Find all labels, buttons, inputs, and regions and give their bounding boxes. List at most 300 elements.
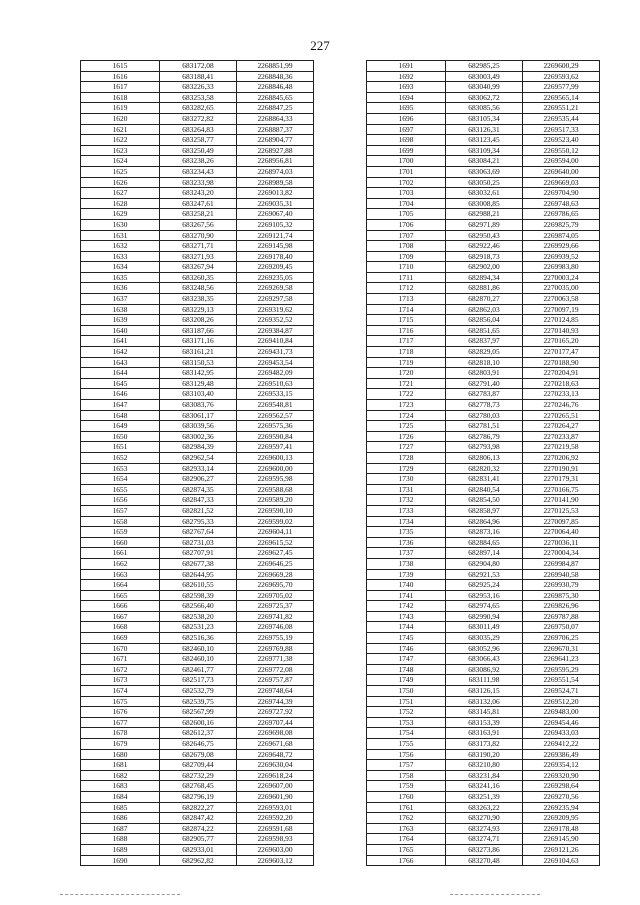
y-coordinate-cell: 2269748,63 bbox=[523, 198, 600, 209]
y-coordinate-cell: 2268864,33 bbox=[237, 113, 314, 124]
table-row bbox=[81, 707, 314, 718]
x-coordinate-cell: 683126,15 bbox=[446, 686, 523, 697]
table-row bbox=[367, 580, 600, 591]
x-coordinate-cell: 682791,40 bbox=[446, 378, 523, 389]
y-coordinate-cell: 2269235,05 bbox=[237, 272, 314, 283]
point-number-cell: 1755 bbox=[367, 739, 446, 750]
table-row bbox=[367, 548, 600, 559]
x-coordinate-cell: 683234,43 bbox=[160, 166, 237, 177]
point-number-cell: 1727 bbox=[367, 442, 446, 453]
x-coordinate-cell: 683052,96 bbox=[446, 643, 523, 654]
table-row bbox=[367, 654, 600, 665]
x-coordinate-cell: 682971,89 bbox=[446, 219, 523, 230]
point-number-cell: 1698 bbox=[367, 135, 446, 146]
point-number-cell: 1635 bbox=[81, 272, 160, 283]
x-coordinate-cell: 682803,91 bbox=[446, 368, 523, 379]
y-coordinate-cell: 2269929,66 bbox=[523, 241, 600, 252]
table-row bbox=[367, 813, 600, 824]
x-coordinate-cell: 683032,61 bbox=[446, 188, 523, 199]
x-coordinate-cell: 683171,16 bbox=[160, 336, 237, 347]
x-coordinate-cell: 683066,43 bbox=[446, 654, 523, 665]
point-number-cell: 1667 bbox=[81, 611, 160, 622]
x-coordinate-cell: 683039,56 bbox=[160, 421, 237, 432]
table-row bbox=[367, 855, 600, 866]
x-coordinate-cell: 683260,35 bbox=[160, 272, 237, 283]
x-coordinate-cell: 683011,49 bbox=[446, 622, 523, 633]
table-row bbox=[81, 802, 314, 813]
y-coordinate-cell: 2269598,93 bbox=[237, 834, 314, 845]
y-coordinate-cell: 2269707,44 bbox=[237, 717, 314, 728]
y-coordinate-cell: 2269410,84 bbox=[237, 336, 314, 347]
table-row bbox=[81, 389, 314, 400]
table-row bbox=[81, 251, 314, 262]
y-coordinate-cell: 2268989,58 bbox=[237, 177, 314, 188]
table-row bbox=[81, 474, 314, 485]
y-coordinate-cell: 2269589,20 bbox=[237, 495, 314, 506]
y-coordinate-cell: 2269648,72 bbox=[237, 749, 314, 760]
point-number-cell: 1762 bbox=[367, 813, 446, 824]
table-row bbox=[367, 537, 600, 548]
point-number-cell: 1704 bbox=[367, 198, 446, 209]
y-coordinate-cell: 2269771,38 bbox=[237, 654, 314, 665]
x-coordinate-cell: 682768,45 bbox=[160, 781, 237, 792]
x-coordinate-cell: 682837,97 bbox=[446, 336, 523, 347]
y-coordinate-cell: 2269603,00 bbox=[237, 844, 314, 855]
x-coordinate-cell: 682864,96 bbox=[446, 516, 523, 527]
y-coordinate-cell: 2269744,39 bbox=[237, 696, 314, 707]
table-row bbox=[81, 219, 314, 230]
x-coordinate-cell: 683210,80 bbox=[446, 760, 523, 771]
point-number-cell: 1624 bbox=[81, 156, 160, 167]
x-coordinate-cell: 683173,82 bbox=[446, 739, 523, 750]
table-row bbox=[81, 145, 314, 156]
table-row bbox=[367, 791, 600, 802]
y-coordinate-cell: 2270233,87 bbox=[523, 431, 600, 442]
x-coordinate-cell: 683238,35 bbox=[160, 294, 237, 305]
table-row bbox=[81, 569, 314, 580]
point-number-cell: 1665 bbox=[81, 590, 160, 601]
table-row bbox=[367, 347, 600, 358]
point-number-cell: 1690 bbox=[81, 855, 160, 866]
y-coordinate-cell: 2269590,84 bbox=[237, 431, 314, 442]
point-number-cell: 1705 bbox=[367, 209, 446, 220]
table-row bbox=[81, 241, 314, 252]
y-coordinate-cell: 2270035,00 bbox=[523, 283, 600, 294]
table-row bbox=[367, 739, 600, 750]
x-coordinate-cell: 683129,48 bbox=[160, 378, 237, 389]
x-coordinate-cell: 683111,98 bbox=[446, 675, 523, 686]
x-coordinate-cell: 682516,36 bbox=[160, 633, 237, 644]
table-row bbox=[367, 696, 600, 707]
y-coordinate-cell: 2270233,13 bbox=[523, 389, 600, 400]
table-row bbox=[81, 633, 314, 644]
x-coordinate-cell: 682874,22 bbox=[160, 823, 237, 834]
x-coordinate-cell: 682858,97 bbox=[446, 505, 523, 516]
table-row bbox=[81, 749, 314, 760]
y-coordinate-cell: 2269523,40 bbox=[523, 135, 600, 146]
table-row bbox=[367, 421, 600, 432]
table-row bbox=[367, 601, 600, 612]
y-coordinate-cell: 2269386,49 bbox=[523, 749, 600, 760]
coordinates-table-left bbox=[80, 60, 314, 866]
table-row bbox=[81, 283, 314, 294]
point-number-cell: 1761 bbox=[367, 802, 446, 813]
x-coordinate-cell: 683126,31 bbox=[446, 124, 523, 135]
point-number-cell: 1696 bbox=[367, 113, 446, 124]
y-coordinate-cell: 2270036,11 bbox=[523, 537, 600, 548]
x-coordinate-cell: 682905,77 bbox=[160, 834, 237, 845]
y-coordinate-cell: 2269145,90 bbox=[523, 834, 600, 845]
x-coordinate-cell: 682531,23 bbox=[160, 622, 237, 633]
point-number-cell: 1630 bbox=[81, 219, 160, 230]
y-coordinate-cell: 2270188,90 bbox=[523, 357, 600, 368]
point-number-cell: 1621 bbox=[81, 124, 160, 135]
table-row bbox=[367, 410, 600, 421]
point-number-cell: 1713 bbox=[367, 294, 446, 305]
y-coordinate-cell: 2269145,98 bbox=[237, 241, 314, 252]
y-coordinate-cell: 2268846,48 bbox=[237, 82, 314, 93]
x-coordinate-cell: 682840,54 bbox=[446, 484, 523, 495]
x-coordinate-cell: 683085,56 bbox=[446, 103, 523, 114]
point-number-cell: 1700 bbox=[367, 156, 446, 167]
y-coordinate-cell: 2269671,68 bbox=[237, 739, 314, 750]
footer-rule-left bbox=[60, 894, 180, 895]
y-coordinate-cell: 2269593,01 bbox=[237, 802, 314, 813]
point-number-cell: 1752 bbox=[367, 707, 446, 718]
y-coordinate-cell: 2270165,20 bbox=[523, 336, 600, 347]
x-coordinate-cell: 683208,26 bbox=[160, 315, 237, 326]
y-coordinate-cell: 2270004,34 bbox=[523, 548, 600, 559]
y-coordinate-cell: 2268974,03 bbox=[237, 166, 314, 177]
table-row bbox=[81, 124, 314, 135]
table-row bbox=[367, 82, 600, 93]
point-number-cell: 1741 bbox=[367, 590, 446, 601]
x-coordinate-cell: 682778,73 bbox=[446, 400, 523, 411]
point-number-cell: 1625 bbox=[81, 166, 160, 177]
point-number-cell: 1694 bbox=[367, 92, 446, 103]
y-coordinate-cell: 2270140,93 bbox=[523, 325, 600, 336]
point-number-cell: 1640 bbox=[81, 325, 160, 336]
x-coordinate-cell: 683264,83 bbox=[160, 124, 237, 135]
y-coordinate-cell: 2269875,30 bbox=[523, 590, 600, 601]
point-number-cell: 1748 bbox=[367, 664, 446, 675]
x-coordinate-cell: 682897,14 bbox=[446, 548, 523, 559]
y-coordinate-cell: 2269178,48 bbox=[523, 823, 600, 834]
x-coordinate-cell: 683109,34 bbox=[446, 145, 523, 156]
table-row bbox=[81, 135, 314, 146]
point-number-cell: 1677 bbox=[81, 717, 160, 728]
x-coordinate-cell: 682854,50 bbox=[446, 495, 523, 506]
y-coordinate-cell: 2269551,54 bbox=[523, 675, 600, 686]
point-number-cell: 1734 bbox=[367, 516, 446, 527]
x-coordinate-cell: 682644,95 bbox=[160, 569, 237, 580]
x-coordinate-cell: 682847,42 bbox=[160, 813, 237, 824]
table-row bbox=[81, 92, 314, 103]
table-row bbox=[81, 272, 314, 283]
table-row bbox=[367, 368, 600, 379]
point-number-cell: 1706 bbox=[367, 219, 446, 230]
table-row bbox=[81, 463, 314, 474]
table-row bbox=[367, 484, 600, 495]
x-coordinate-cell: 683086,92 bbox=[446, 664, 523, 675]
table-row bbox=[367, 251, 600, 262]
point-number-cell: 1742 bbox=[367, 601, 446, 612]
x-coordinate-cell: 683263,22 bbox=[446, 802, 523, 813]
table-row bbox=[81, 791, 314, 802]
y-coordinate-cell: 2269599,02 bbox=[237, 516, 314, 527]
x-coordinate-cell: 683270,48 bbox=[446, 855, 523, 866]
y-coordinate-cell: 2269590,10 bbox=[237, 505, 314, 516]
x-coordinate-cell: 683084,21 bbox=[446, 156, 523, 167]
table-row bbox=[367, 664, 600, 675]
point-number-cell: 1638 bbox=[81, 304, 160, 315]
x-coordinate-cell: 683270,90 bbox=[446, 813, 523, 824]
x-coordinate-cell: 682818,10 bbox=[446, 357, 523, 368]
y-coordinate-cell: 2269627,45 bbox=[237, 548, 314, 559]
table-row bbox=[367, 643, 600, 654]
table-row bbox=[367, 431, 600, 442]
y-coordinate-cell: 2269618,24 bbox=[237, 770, 314, 781]
y-coordinate-cell: 2270141,90 bbox=[523, 495, 600, 506]
x-coordinate-cell: 683248,56 bbox=[160, 283, 237, 294]
y-coordinate-cell: 2269727,92 bbox=[237, 707, 314, 718]
coordinates-table-right bbox=[366, 60, 600, 866]
point-number-cell: 1747 bbox=[367, 654, 446, 665]
x-coordinate-cell: 683271,93 bbox=[160, 251, 237, 262]
point-number-cell: 1650 bbox=[81, 431, 160, 442]
x-coordinate-cell: 682925,24 bbox=[446, 580, 523, 591]
y-coordinate-cell: 2269669,28 bbox=[237, 569, 314, 580]
table-row bbox=[81, 834, 314, 845]
x-coordinate-cell: 683271,71 bbox=[160, 241, 237, 252]
y-coordinate-cell: 2269352,52 bbox=[237, 315, 314, 326]
y-coordinate-cell: 2270179,31 bbox=[523, 474, 600, 485]
y-coordinate-cell: 2269548,81 bbox=[237, 400, 314, 411]
y-coordinate-cell: 2269786,65 bbox=[523, 209, 600, 220]
y-coordinate-cell: 2270219,58 bbox=[523, 442, 600, 453]
y-coordinate-cell: 2270063,58 bbox=[523, 294, 600, 305]
table-row bbox=[367, 770, 600, 781]
point-number-cell: 1617 bbox=[81, 82, 160, 93]
y-coordinate-cell: 2268848,36 bbox=[237, 71, 314, 82]
x-coordinate-cell: 683267,56 bbox=[160, 219, 237, 230]
table-row bbox=[367, 177, 600, 188]
point-number-cell: 1712 bbox=[367, 283, 446, 294]
y-coordinate-cell: 2269939,52 bbox=[523, 251, 600, 262]
table-row bbox=[81, 643, 314, 654]
table-row bbox=[367, 262, 600, 273]
point-number-cell: 1716 bbox=[367, 325, 446, 336]
table-row bbox=[81, 495, 314, 506]
x-coordinate-cell: 682679,08 bbox=[160, 749, 237, 760]
point-number-cell: 1754 bbox=[367, 728, 446, 739]
table-row bbox=[81, 770, 314, 781]
y-coordinate-cell: 2269603,12 bbox=[237, 855, 314, 866]
x-coordinate-cell: 682950,43 bbox=[446, 230, 523, 241]
x-coordinate-cell: 682731,03 bbox=[160, 537, 237, 548]
table-row bbox=[81, 357, 314, 368]
page-number: 227 bbox=[310, 38, 330, 53]
point-number-cell: 1663 bbox=[81, 569, 160, 580]
point-number-cell: 1758 bbox=[367, 770, 446, 781]
table-row bbox=[81, 230, 314, 241]
table-row bbox=[367, 452, 600, 463]
point-number-cell: 1743 bbox=[367, 611, 446, 622]
point-number-cell: 1672 bbox=[81, 664, 160, 675]
table-row bbox=[81, 728, 314, 739]
y-coordinate-cell: 2269354,12 bbox=[523, 760, 600, 771]
y-coordinate-cell: 2269746,08 bbox=[237, 622, 314, 633]
x-coordinate-cell: 682821,52 bbox=[160, 505, 237, 516]
y-coordinate-cell: 2269595,29 bbox=[523, 664, 600, 675]
y-coordinate-cell: 2269512,20 bbox=[523, 696, 600, 707]
x-coordinate-cell: 682460,10 bbox=[160, 654, 237, 665]
x-coordinate-cell: 683273,86 bbox=[446, 844, 523, 855]
point-number-cell: 1760 bbox=[367, 791, 446, 802]
table-row bbox=[81, 537, 314, 548]
point-number-cell: 1664 bbox=[81, 580, 160, 591]
x-coordinate-cell: 682646,75 bbox=[160, 739, 237, 750]
point-number-cell: 1652 bbox=[81, 452, 160, 463]
y-coordinate-cell: 2269705,02 bbox=[237, 590, 314, 601]
table-row bbox=[367, 61, 600, 72]
table-row bbox=[367, 145, 600, 156]
x-coordinate-cell: 683251,39 bbox=[446, 791, 523, 802]
x-coordinate-cell: 682962,54 bbox=[160, 452, 237, 463]
x-coordinate-cell: 683153,39 bbox=[446, 717, 523, 728]
point-number-cell: 1615 bbox=[81, 61, 160, 72]
x-coordinate-cell: 682906,27 bbox=[160, 474, 237, 485]
y-coordinate-cell: 2269524,71 bbox=[523, 686, 600, 697]
table-row bbox=[367, 135, 600, 146]
point-number-cell: 1628 bbox=[81, 198, 160, 209]
point-number-cell: 1666 bbox=[81, 601, 160, 612]
table-row bbox=[81, 166, 314, 177]
point-number-cell: 1642 bbox=[81, 347, 160, 358]
point-number-cell: 1660 bbox=[81, 537, 160, 548]
x-coordinate-cell: 683161,21 bbox=[160, 347, 237, 358]
point-number-cell: 1692 bbox=[367, 71, 446, 82]
point-number-cell: 1619 bbox=[81, 103, 160, 114]
point-number-cell: 1673 bbox=[81, 675, 160, 686]
point-number-cell: 1765 bbox=[367, 844, 446, 855]
point-number-cell: 1709 bbox=[367, 251, 446, 262]
table-row bbox=[81, 103, 314, 114]
y-coordinate-cell: 2269431,73 bbox=[237, 347, 314, 358]
table-row bbox=[81, 304, 314, 315]
point-number-cell: 1703 bbox=[367, 188, 446, 199]
table-row bbox=[367, 294, 600, 305]
x-coordinate-cell: 682732,29 bbox=[160, 770, 237, 781]
table-row bbox=[81, 347, 314, 358]
y-coordinate-cell: 2269597,41 bbox=[237, 442, 314, 453]
x-coordinate-cell: 683282,65 bbox=[160, 103, 237, 114]
table-row bbox=[367, 241, 600, 252]
y-coordinate-cell: 2269235,94 bbox=[523, 802, 600, 813]
y-coordinate-cell: 2269940,58 bbox=[523, 569, 600, 580]
y-coordinate-cell: 2269517,33 bbox=[523, 124, 600, 135]
table-row bbox=[367, 198, 600, 209]
point-number-cell: 1669 bbox=[81, 633, 160, 644]
x-coordinate-cell: 682820,32 bbox=[446, 463, 523, 474]
x-coordinate-cell: 683258,77 bbox=[160, 135, 237, 146]
point-number-cell: 1699 bbox=[367, 145, 446, 156]
y-coordinate-cell: 2269669,03 bbox=[523, 177, 600, 188]
point-number-cell: 1721 bbox=[367, 378, 446, 389]
table-row bbox=[367, 463, 600, 474]
table-row bbox=[81, 580, 314, 591]
point-number-cell: 1645 bbox=[81, 378, 160, 389]
y-coordinate-cell: 2268845,65 bbox=[237, 92, 314, 103]
y-coordinate-cell: 2269750,07 bbox=[523, 622, 600, 633]
x-coordinate-cell: 682795,33 bbox=[160, 516, 237, 527]
table-row bbox=[81, 823, 314, 834]
y-coordinate-cell: 2269104,63 bbox=[523, 855, 600, 866]
y-coordinate-cell: 2269565,14 bbox=[523, 92, 600, 103]
point-number-cell: 1695 bbox=[367, 103, 446, 114]
y-coordinate-cell: 2269600,29 bbox=[523, 61, 600, 72]
point-number-cell: 1685 bbox=[81, 802, 160, 813]
y-coordinate-cell: 2269535,44 bbox=[523, 113, 600, 124]
y-coordinate-cell: 2268956,81 bbox=[237, 156, 314, 167]
table-row bbox=[367, 283, 600, 294]
table-row bbox=[81, 601, 314, 612]
x-coordinate-cell: 683050,25 bbox=[446, 177, 523, 188]
y-coordinate-cell: 2270177,47 bbox=[523, 347, 600, 358]
y-coordinate-cell: 2269270,56 bbox=[523, 791, 600, 802]
point-number-cell: 1736 bbox=[367, 537, 446, 548]
x-coordinate-cell: 682677,38 bbox=[160, 558, 237, 569]
x-coordinate-cell: 682962,82 bbox=[160, 855, 237, 866]
point-number-cell: 1689 bbox=[81, 844, 160, 855]
table-row bbox=[367, 728, 600, 739]
table-row bbox=[81, 198, 314, 209]
footer-rule-right bbox=[450, 894, 540, 895]
table-row bbox=[81, 654, 314, 665]
table-row bbox=[367, 749, 600, 760]
y-coordinate-cell: 2270125,53 bbox=[523, 505, 600, 516]
point-number-cell: 1702 bbox=[367, 177, 446, 188]
table-row bbox=[81, 760, 314, 771]
table-row bbox=[367, 569, 600, 580]
point-number-cell: 1633 bbox=[81, 251, 160, 262]
table-row bbox=[367, 389, 600, 400]
table-row bbox=[367, 474, 600, 485]
point-number-cell: 1661 bbox=[81, 548, 160, 559]
y-coordinate-cell: 2269983,80 bbox=[523, 262, 600, 273]
point-number-cell: 1657 bbox=[81, 505, 160, 516]
y-coordinate-cell: 2269601,90 bbox=[237, 791, 314, 802]
point-number-cell: 1719 bbox=[367, 357, 446, 368]
point-number-cell: 1717 bbox=[367, 336, 446, 347]
x-coordinate-cell: 682988,21 bbox=[446, 209, 523, 220]
table-row bbox=[367, 844, 600, 855]
y-coordinate-cell: 2269269,58 bbox=[237, 283, 314, 294]
x-coordinate-cell: 682598,39 bbox=[160, 590, 237, 601]
y-coordinate-cell: 2269757,87 bbox=[237, 675, 314, 686]
table-row bbox=[367, 400, 600, 411]
point-number-cell: 1627 bbox=[81, 188, 160, 199]
y-coordinate-cell: 2269748,64 bbox=[237, 686, 314, 697]
x-coordinate-cell: 682870,27 bbox=[446, 294, 523, 305]
table-row bbox=[81, 590, 314, 601]
x-coordinate-cell: 682851,65 bbox=[446, 325, 523, 336]
y-coordinate-cell: 2269704,90 bbox=[523, 188, 600, 199]
y-coordinate-cell: 2269755,19 bbox=[237, 633, 314, 644]
point-number-cell: 1724 bbox=[367, 410, 446, 421]
y-coordinate-cell: 2270190,91 bbox=[523, 463, 600, 474]
x-coordinate-cell: 682862,03 bbox=[446, 304, 523, 315]
